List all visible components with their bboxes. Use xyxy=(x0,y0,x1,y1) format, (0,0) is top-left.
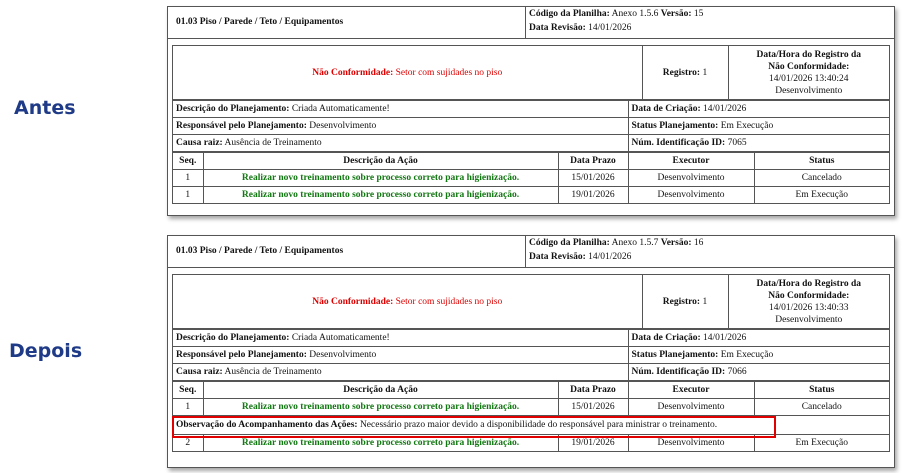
revisao-value: 14/01/2026 xyxy=(585,252,632,262)
col-executor: Executor xyxy=(628,382,754,399)
registro-label: Registro: xyxy=(662,296,701,307)
dh-title-1: Data/Hora do Registro da xyxy=(756,278,862,289)
cell-seq: 1 xyxy=(173,399,203,416)
num-value: 7066 xyxy=(725,367,747,377)
registro-value: 1 xyxy=(700,296,708,307)
col-prazo: Data Prazo xyxy=(558,382,628,399)
planning-info-table xyxy=(173,329,889,381)
section-title: 01.03 Piso / Parede / Teto / Equipamentos xyxy=(176,17,344,27)
nc-label: Não Conformidade: xyxy=(312,296,394,307)
label-antes: Antes xyxy=(14,97,76,119)
desc-label: Descrição do Planejamento: xyxy=(176,333,290,343)
desc-label: Descrição do Planejamento: xyxy=(176,104,290,114)
cell-status: Em Execução xyxy=(754,435,889,452)
registro-datetime xyxy=(728,275,889,329)
registro-value: 1 xyxy=(700,67,708,78)
codigo-label: Código da Planilha: xyxy=(529,238,610,248)
desc-planejamento xyxy=(173,330,628,347)
col-prazo: Data Prazo xyxy=(558,153,628,170)
planning-info-table xyxy=(173,100,889,152)
resp-label: Responsável pelo Planejamento: xyxy=(176,121,307,131)
dh-user: Desenvolvimento xyxy=(775,85,843,96)
observation-highlight-box xyxy=(172,416,776,438)
num-value: 7065 xyxy=(725,138,747,148)
nc-summary-table xyxy=(173,46,889,100)
cell-acao: Realizar novo treinamento sobre processo correto para higienização. xyxy=(203,435,558,452)
resp-value: Desenvolvimento xyxy=(306,121,377,131)
registro xyxy=(642,46,728,100)
document-before xyxy=(167,6,895,216)
status-plan-value: Em Execução xyxy=(718,121,774,131)
revisao-label: Data Revisão: xyxy=(529,252,586,262)
codigo-label: Código da Planilha: xyxy=(529,9,610,19)
cell-status: Cancelado xyxy=(754,399,889,416)
actions-header-row xyxy=(173,382,889,399)
cell-prazo: 15/01/2026 xyxy=(558,170,628,187)
cell-prazo: 19/01/2026 xyxy=(558,187,628,204)
obs-value: Necessário prazo maior devido a disponibilidade do responsável para ministrar o treinamento. xyxy=(357,420,718,430)
cell-acao: Realizar novo treinamento sobre processo correto para higienização. xyxy=(203,187,558,204)
codigo-value: Anexo 1.5.7 xyxy=(609,238,661,248)
document-header xyxy=(168,7,894,39)
causa-label: Causa raiz: xyxy=(176,367,223,377)
criacao-value: 14/01/2026 xyxy=(700,104,747,114)
dh-datetime: 14/01/2026 13:40:24 xyxy=(769,73,849,84)
nc-label: Não Conformidade: xyxy=(312,67,394,78)
dh-title-2: Não Conformidade: xyxy=(768,61,850,72)
spreadsheet-meta xyxy=(525,7,894,38)
causa-raiz xyxy=(173,364,628,381)
status-plan-label: Status Planejamento: xyxy=(631,350,719,360)
versao-value: 15 xyxy=(691,9,704,19)
versao-label: Versão: xyxy=(660,9,692,19)
section-title: 01.03 Piso / Parede / Teto / Equipamentos xyxy=(176,246,344,256)
status-plan-value: Em Execução xyxy=(718,350,774,360)
col-status: Status xyxy=(754,153,889,170)
col-status: Status xyxy=(754,382,889,399)
causa-value: Ausência de Treinamento xyxy=(222,367,322,377)
cell-prazo: 15/01/2026 xyxy=(558,399,628,416)
causa-label: Causa raiz: xyxy=(176,138,223,148)
col-acao: Descrição da Ação xyxy=(203,382,558,399)
data-criacao xyxy=(628,101,889,118)
table-row xyxy=(173,170,889,187)
num-identificacao xyxy=(628,135,889,152)
status-planejamento xyxy=(628,347,889,364)
label-depois: Depois xyxy=(9,340,83,362)
obs-label: Observação do Acompanhamento das Ações: xyxy=(176,420,358,430)
cell-executor: Desenvolvimento xyxy=(628,435,754,452)
num-label: Núm. Identificação ID: xyxy=(631,367,726,377)
criacao-value: 14/01/2026 xyxy=(700,333,747,343)
nonconformity xyxy=(173,275,642,329)
spreadsheet-meta xyxy=(525,236,894,267)
cell-executor: Desenvolvimento xyxy=(628,399,754,416)
col-executor: Executor xyxy=(628,153,754,170)
causa-value: Ausência de Treinamento xyxy=(222,138,322,148)
data-criacao xyxy=(628,330,889,347)
col-seq: Seq. xyxy=(173,153,203,170)
cell-seq: 1 xyxy=(173,170,203,187)
report-body xyxy=(172,45,890,204)
col-acao: Descrição da Ação xyxy=(203,153,558,170)
dh-title-2: Não Conformidade: xyxy=(768,290,850,301)
registro-datetime xyxy=(728,46,889,100)
cell-seq: 1 xyxy=(173,187,203,204)
criacao-label: Data de Criação: xyxy=(631,333,701,343)
status-plan-label: Status Planejamento: xyxy=(631,121,719,131)
dh-datetime: 14/01/2026 13:40:33 xyxy=(769,302,849,313)
codigo-value: Anexo 1.5.6 xyxy=(609,9,661,19)
cell-executor: Desenvolvimento xyxy=(628,170,754,187)
num-label: Núm. Identificação ID: xyxy=(631,138,726,148)
cell-seq: 2 xyxy=(173,435,203,452)
revisao-value: 14/01/2026 xyxy=(585,23,632,33)
table-row xyxy=(173,399,889,416)
actions-table xyxy=(173,152,889,203)
resp-value: Desenvolvimento xyxy=(306,350,377,360)
registro-label: Registro: xyxy=(662,67,701,78)
responsavel xyxy=(173,118,628,135)
table-row xyxy=(173,187,889,204)
col-seq: Seq. xyxy=(173,382,203,399)
registro xyxy=(642,275,728,329)
nonconformity xyxy=(173,46,642,100)
cell-status: Em Execução xyxy=(754,187,889,204)
desc-value: Criada Automaticamente! xyxy=(289,333,390,343)
status-planejamento xyxy=(628,118,889,135)
document-header xyxy=(168,236,894,268)
cell-acao: Realizar novo treinamento sobre processo correto para higienização. xyxy=(203,170,558,187)
versao-label: Versão: xyxy=(660,238,692,248)
versao-value: 16 xyxy=(691,238,704,248)
criacao-label: Data de Criação: xyxy=(631,104,701,114)
nc-value: Setor com sujidades no piso xyxy=(393,296,503,307)
resp-label: Responsável pelo Planejamento: xyxy=(176,350,307,360)
responsavel xyxy=(173,347,628,364)
desc-value: Criada Automaticamente! xyxy=(289,104,390,114)
num-identificacao xyxy=(628,364,889,381)
causa-raiz xyxy=(173,135,628,152)
cell-acao: Realizar novo treinamento sobre processo correto para higienização. xyxy=(203,399,558,416)
desc-planejamento xyxy=(173,101,628,118)
nc-summary-table xyxy=(173,275,889,329)
dh-user: Desenvolvimento xyxy=(775,314,843,325)
cell-prazo: 19/01/2026 xyxy=(558,435,628,452)
dh-title-1: Data/Hora do Registro da xyxy=(756,49,862,60)
nc-value: Setor com sujidades no piso xyxy=(393,67,503,78)
actions-header-row xyxy=(173,153,889,170)
cell-executor: Desenvolvimento xyxy=(628,187,754,204)
revisao-label: Data Revisão: xyxy=(529,23,586,33)
cell-status: Cancelado xyxy=(754,170,889,187)
